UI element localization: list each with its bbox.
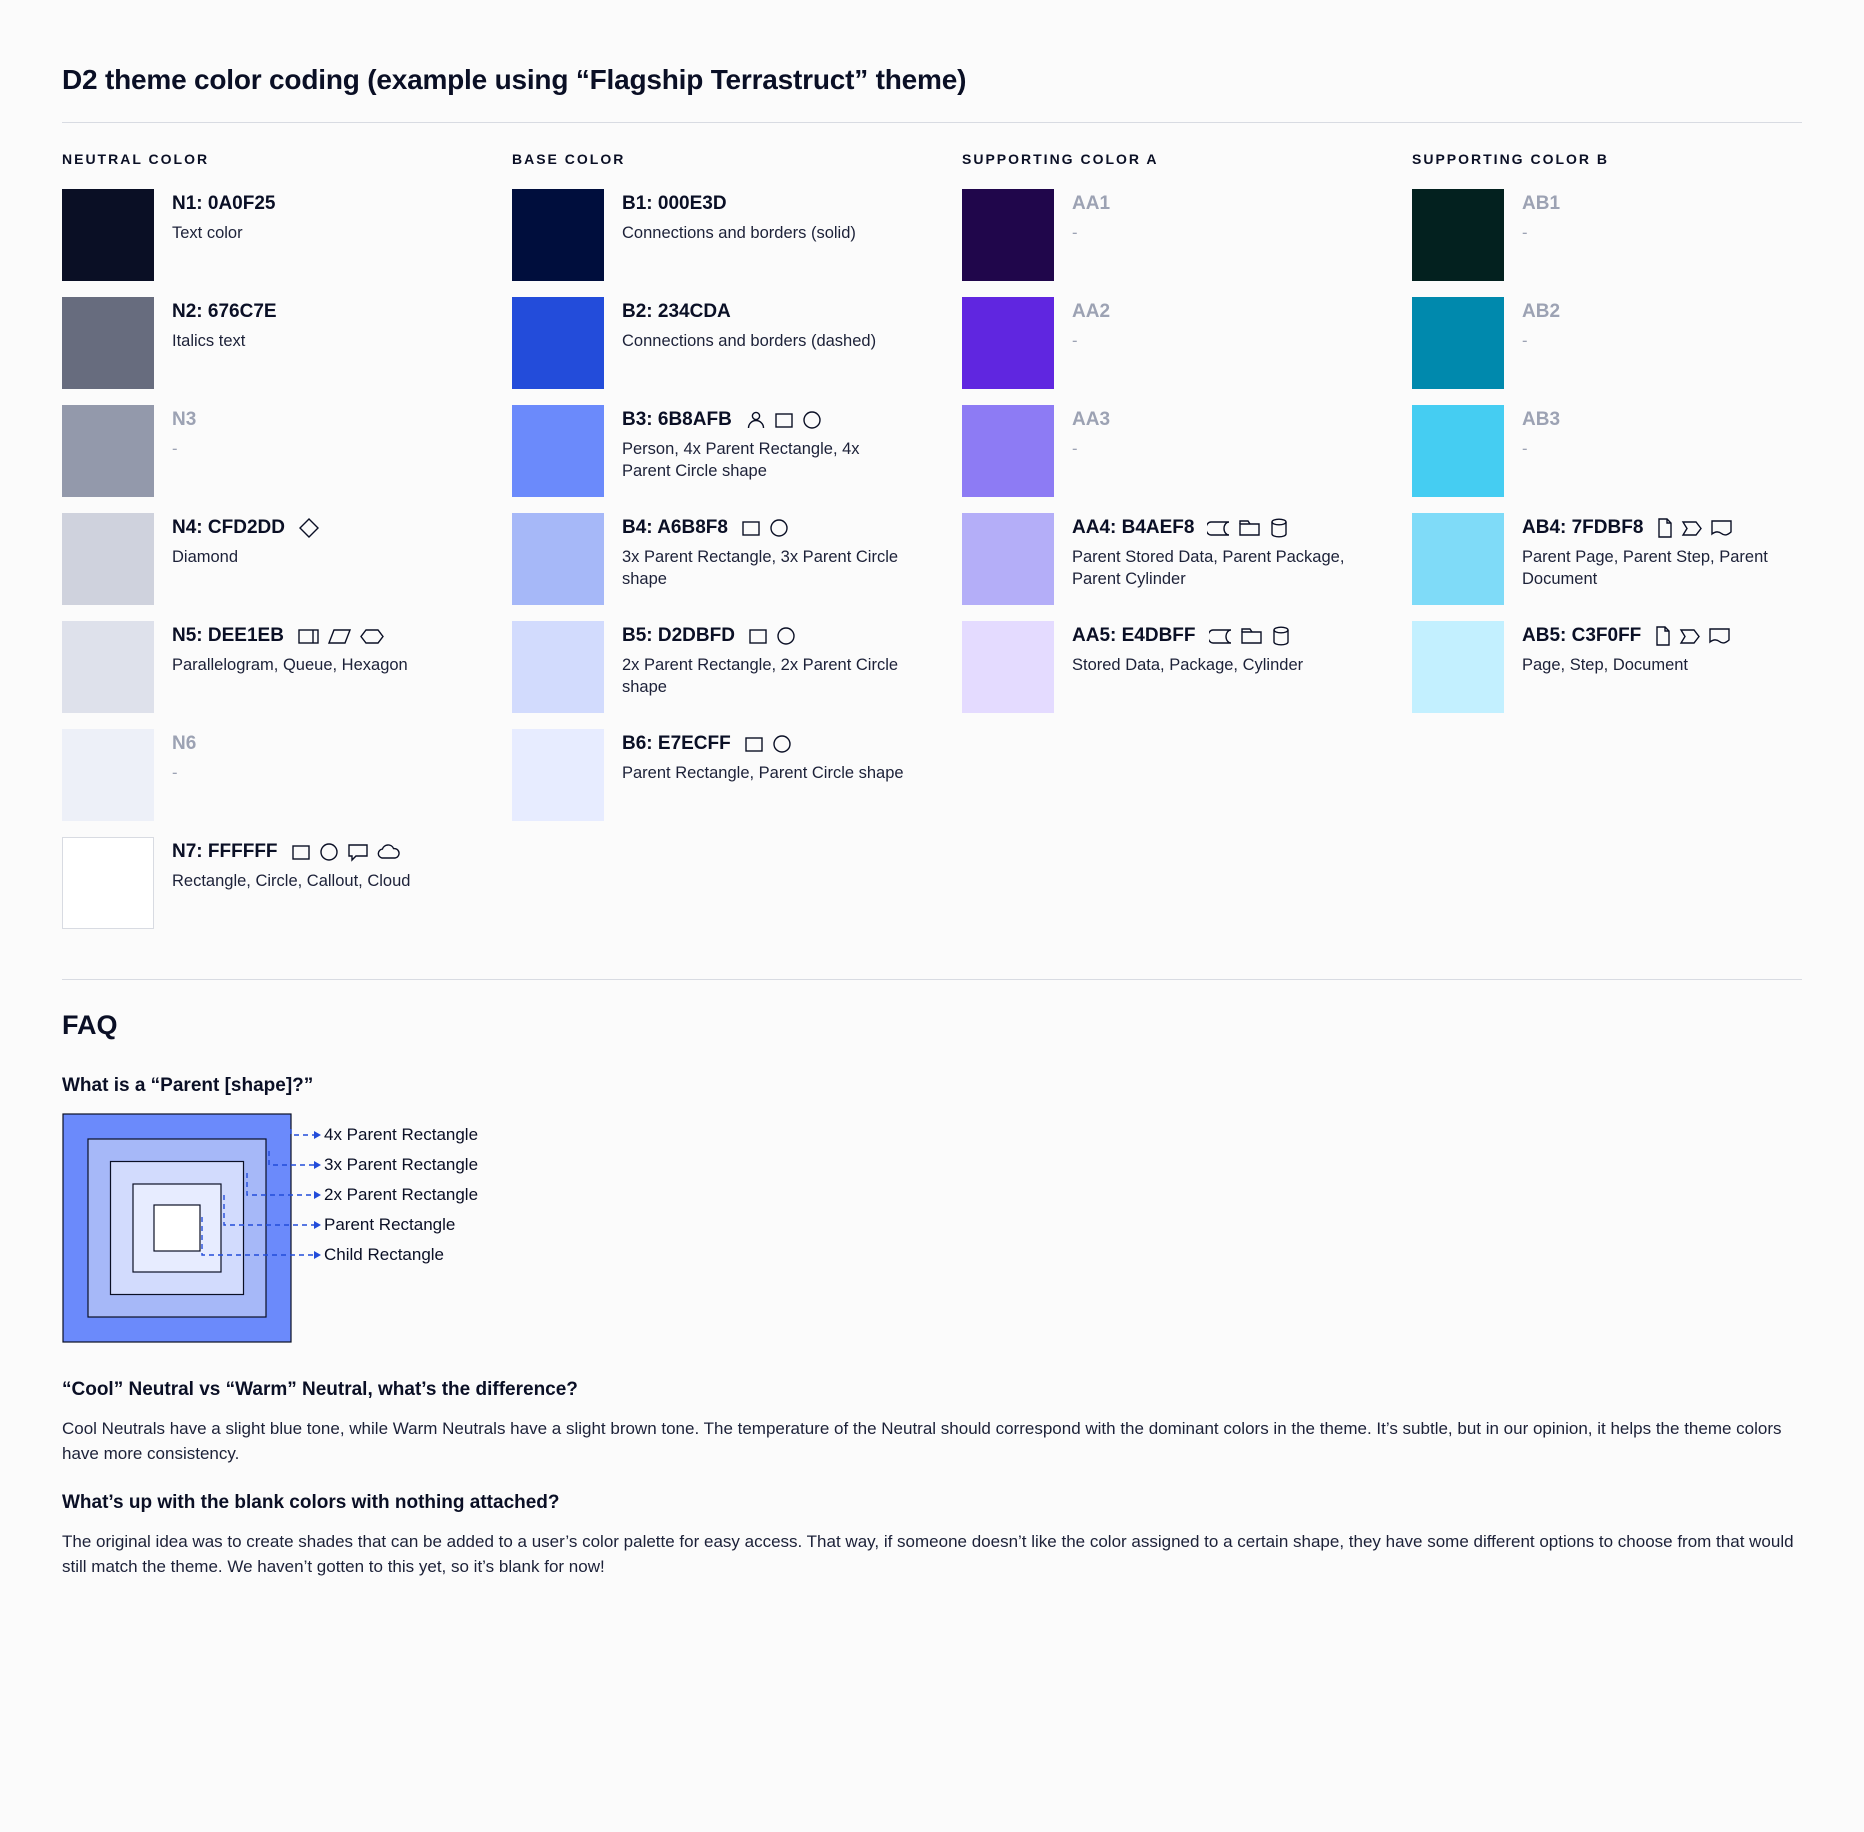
- color-swatch-description: Parallelogram, Queue, Hexagon: [172, 655, 408, 674]
- faq-question-1: What is a “Parent [shape]?”: [62, 1075, 314, 1096]
- color-swatch-text: [1054, 189, 1110, 245]
- color-swatch-description: Page, Step, Document: [1522, 655, 1689, 674]
- color-swatch: [962, 621, 1054, 713]
- title-divider: [62, 122, 1802, 123]
- color-swatch-text: [1054, 621, 1303, 677]
- circle-icon: [801, 409, 823, 431]
- color-swatch-label: N4: CFD2DD: [172, 517, 285, 538]
- color-swatch: [1412, 297, 1504, 389]
- color-column-heading: BASE COLOR: [512, 151, 626, 167]
- color-swatch-label: B4: A6B8F8: [622, 517, 728, 538]
- color-swatch-label: AB2: [1522, 301, 1561, 322]
- package-icon: [1240, 626, 1264, 646]
- color-swatch-name: [172, 517, 320, 540]
- color-swatch-name: [622, 301, 876, 324]
- color-swatch-label: N1: 0A0F25: [172, 193, 276, 214]
- color-swatch-description: Rectangle, Circle, Callout, Cloud: [172, 871, 411, 890]
- color-swatch-description: -: [1522, 439, 1528, 458]
- person-icon: [745, 409, 767, 431]
- rectangle-icon: [744, 734, 764, 754]
- color-swatch-name: [1522, 301, 1560, 324]
- color-swatch-name: [1522, 193, 1560, 216]
- color-swatch-description: Connections and borders (dashed): [622, 331, 877, 350]
- color-swatch-name: [172, 301, 277, 324]
- circle-icon: [771, 733, 793, 755]
- color-swatch-row: [512, 513, 962, 605]
- color-swatch-row: [1412, 297, 1842, 389]
- color-swatch-description: -: [1072, 439, 1078, 458]
- color-swatch-row: [962, 297, 1412, 389]
- rectangle-icon: [291, 842, 311, 862]
- color-swatch-row: [1412, 189, 1842, 281]
- color-swatch-row: [62, 405, 512, 497]
- color-swatch: [512, 513, 604, 605]
- color-swatch-description: 2x Parent Rectangle, 2x Parent Circle shape: [622, 655, 899, 696]
- color-swatch-description: Stored Data, Package, Cylinder: [1072, 655, 1304, 674]
- color-swatch: [62, 513, 154, 605]
- color-swatch-description: -: [172, 439, 178, 458]
- color-swatch: [512, 189, 604, 281]
- color-swatch-description: Parent Stored Data, Parent Package, Parent Cylinder: [1072, 547, 1345, 588]
- shape-icon-group: [741, 517, 790, 539]
- nesting-legend-item: Parent Rectangle: [324, 1215, 456, 1234]
- hexagon-icon: [359, 626, 385, 646]
- color-swatch-label: AB5: C3F0FF: [1522, 625, 1642, 646]
- color-swatch-name: [1522, 625, 1732, 648]
- circle-icon: [768, 517, 790, 539]
- parallelogram-icon: [328, 626, 352, 646]
- color-column: [1412, 151, 1842, 945]
- color-swatch-text: [1054, 297, 1110, 353]
- color-swatch-row: [512, 297, 962, 389]
- color-swatch-name: [172, 409, 196, 432]
- color-swatch-description: Diamond: [172, 547, 239, 566]
- shape-icon-group: [297, 626, 385, 646]
- color-swatch-row: [1412, 405, 1842, 497]
- color-swatch-text: [1504, 189, 1560, 245]
- color-swatch: [62, 729, 154, 821]
- color-swatch-label: AB3: [1522, 409, 1561, 430]
- color-swatch-name: [622, 193, 856, 216]
- color-swatch-row: [62, 837, 512, 929]
- color-swatch: [62, 837, 154, 929]
- step-icon: [1681, 518, 1703, 538]
- document-icon: [1708, 626, 1732, 646]
- color-swatch-name: [1072, 301, 1110, 324]
- circle-icon: [318, 841, 340, 863]
- parent-shape-diagram: [62, 1113, 1802, 1345]
- color-swatch-description: -: [1522, 331, 1528, 350]
- shape-icon-group: [1209, 625, 1291, 647]
- color-swatch-name: [1072, 193, 1110, 216]
- nesting-legend-item: 2x Parent Rectangle: [324, 1185, 479, 1204]
- package-icon: [1238, 518, 1262, 538]
- faq-heading: FAQ: [62, 1010, 118, 1040]
- color-swatch-label: AA5: E4DBFF: [1072, 625, 1196, 646]
- rectangle-icon: [741, 518, 761, 538]
- color-swatch: [962, 189, 1054, 281]
- color-swatch-name: [1522, 409, 1560, 432]
- color-swatch-text: [154, 621, 408, 677]
- color-swatch-label: AB1: [1522, 193, 1561, 214]
- color-swatch-text: [1054, 405, 1110, 461]
- color-swatch-row: [1412, 513, 1842, 605]
- color-swatch: [512, 405, 604, 497]
- color-swatch-name: [172, 733, 196, 756]
- color-columns: [62, 151, 1802, 945]
- nesting-legend-item: 4x Parent Rectangle: [324, 1125, 479, 1144]
- color-swatch-text: [604, 405, 912, 483]
- color-swatch-name: [622, 625, 912, 648]
- color-swatch-name: [1072, 625, 1303, 648]
- color-swatch-text: [604, 297, 876, 353]
- page-title: D2 theme color coding (example using “Flagship Terrastruct” theme): [62, 64, 967, 95]
- color-swatch-description: Italics text: [172, 331, 246, 350]
- stored-data-icon: [1209, 626, 1233, 646]
- faq-answer-3: The original idea was to create shades that can be added to a user’s color palette for easy access. That way, if someone doesn’t like the color assigned to a certain shape, they have some different options to choose from that would still match the theme. We haven’t gotten to this yet, so it’s blank for now!: [62, 1532, 1794, 1576]
- color-swatch-label: AA2: [1072, 301, 1111, 322]
- color-swatch: [512, 729, 604, 821]
- color-swatch-name: [1522, 517, 1812, 540]
- color-swatch-label: AA3: [1072, 409, 1111, 430]
- color-swatch-row: [512, 189, 962, 281]
- step-icon: [1679, 626, 1701, 646]
- color-swatch-row: [62, 189, 512, 281]
- color-swatch-text: [604, 621, 912, 699]
- color-swatch-name: [1072, 409, 1110, 432]
- page-icon: [1656, 517, 1674, 539]
- nesting-legend-item: 3x Parent Rectangle: [324, 1155, 479, 1174]
- color-swatch-name: [622, 517, 912, 540]
- cylinder-icon: [1271, 625, 1291, 647]
- nesting-legend-item: Child Rectangle: [324, 1245, 445, 1264]
- color-swatch-row: [512, 405, 962, 497]
- cylinder-icon: [1269, 517, 1289, 539]
- shape-icon-group: [1207, 517, 1289, 539]
- color-swatch-text: [1054, 513, 1362, 591]
- color-swatch-label: N5: DEE1EB: [172, 625, 284, 646]
- color-swatch-row: [62, 729, 512, 821]
- color-swatch-label: B5: D2DBFD: [622, 625, 735, 646]
- circle-icon: [775, 625, 797, 647]
- color-swatch-name: [172, 841, 410, 864]
- color-swatch-text: [154, 405, 196, 461]
- color-swatch: [1412, 621, 1504, 713]
- queue-icon: [297, 626, 321, 646]
- faq-question-3: What’s up with the blank colors with nothing attached?: [62, 1492, 560, 1514]
- color-swatch-description: Connections and borders (solid): [622, 223, 856, 242]
- color-swatch-description: Text color: [172, 223, 243, 242]
- shape-icon-group: [748, 625, 797, 647]
- color-swatch-row: [962, 513, 1412, 605]
- color-swatch: [1412, 405, 1504, 497]
- color-column: [62, 151, 512, 945]
- color-swatch-label: N3: [172, 409, 197, 430]
- color-swatch-row: [1412, 621, 1842, 713]
- color-swatch-name: [622, 733, 904, 756]
- color-swatch-label: B1: 000E3D: [622, 193, 727, 214]
- cloud-icon: [376, 842, 402, 862]
- shape-icon-group: [744, 733, 793, 755]
- color-swatch-description: -: [172, 763, 178, 782]
- color-swatch-row: [962, 405, 1412, 497]
- color-swatch: [962, 405, 1054, 497]
- color-swatch: [962, 297, 1054, 389]
- color-swatch-label: B3: 6B8AFB: [622, 409, 732, 430]
- color-swatch: [62, 297, 154, 389]
- color-swatch-text: [154, 729, 196, 785]
- color-column: [512, 151, 962, 945]
- color-swatch-name: [172, 193, 276, 216]
- color-swatch-description: -: [1072, 331, 1078, 350]
- color-swatch: [62, 621, 154, 713]
- color-swatch: [62, 405, 154, 497]
- color-swatch-description: Parent Rectangle, Parent Circle shape: [622, 763, 904, 782]
- shape-icon-group: [291, 841, 402, 863]
- color-swatch-text: [154, 513, 320, 569]
- color-swatch-text: [1504, 621, 1732, 677]
- color-swatch-row: [62, 513, 512, 605]
- page-icon: [1654, 625, 1672, 647]
- rectangle-icon: [748, 626, 768, 646]
- color-swatch-label: AA4: B4AEF8: [1072, 517, 1195, 538]
- color-swatch-name: [172, 625, 408, 648]
- document-icon: [1710, 518, 1734, 538]
- color-swatch-text: [154, 297, 277, 353]
- color-swatch-text: [604, 729, 904, 785]
- color-swatch-text: [604, 189, 856, 245]
- color-swatch: [512, 621, 604, 713]
- shape-icon-group: [1654, 625, 1732, 647]
- color-swatch-row: [512, 729, 962, 821]
- color-swatch-text: [1504, 513, 1812, 591]
- color-swatch-description: Person, 4x Parent Rectangle, 4x Parent Circle shape: [622, 439, 860, 480]
- color-swatch-description: Parent Page, Parent Step, Parent Document: [1522, 547, 1768, 588]
- color-swatch-row: [62, 621, 512, 713]
- color-swatch-text: [154, 837, 410, 893]
- color-swatch-label: N2: 676C7E: [172, 301, 277, 322]
- color-swatch-row: [962, 621, 1412, 713]
- color-swatch-text: [1504, 405, 1560, 461]
- faq-question-2: “Cool” Neutral vs “Warm” Neutral, what’s the difference?: [62, 1379, 578, 1400]
- color-swatch-label: B6: E7ECFF: [622, 733, 731, 754]
- color-swatch: [1412, 513, 1504, 605]
- color-column-heading: SUPPORTING COLOR B: [1412, 151, 1610, 167]
- color-swatch-label: AA1: [1072, 193, 1111, 214]
- faq-divider: [62, 979, 1802, 980]
- color-swatch-text: [604, 513, 912, 591]
- rectangle-icon: [774, 410, 794, 430]
- color-swatch: [962, 513, 1054, 605]
- callout-icon: [347, 842, 369, 862]
- faq-answer-2: Cool Neutrals have a slight blue tone, while Warm Neutrals have a slight brown tone. The temperature of the Neutral should correspond with the dominant colors in the theme. It’s subtle, but in our opinion, it helps the theme colors have more consistency.: [62, 1419, 1782, 1463]
- color-swatch-label: N7: FFFFFF: [172, 841, 278, 862]
- color-swatch-description: -: [1522, 223, 1528, 242]
- stored-data-icon: [1207, 518, 1231, 538]
- shape-icon-group: [1656, 517, 1734, 539]
- color-swatch-label: AB4: 7FDBF8: [1522, 517, 1644, 538]
- color-swatch-row: [962, 189, 1412, 281]
- color-swatch-name: [622, 409, 912, 432]
- color-swatch-text: [1504, 297, 1560, 353]
- color-swatch: [512, 297, 604, 389]
- shape-icon-group: [745, 409, 823, 431]
- shape-icon-group: [298, 517, 320, 539]
- color-swatch-text: [154, 189, 276, 245]
- color-swatch-description: -: [1072, 223, 1078, 242]
- diamond-icon: [298, 517, 320, 539]
- color-column-heading: SUPPORTING COLOR A: [962, 151, 1159, 167]
- color-swatch: [62, 189, 154, 281]
- color-swatch-label: N6: [172, 733, 197, 754]
- color-swatch: [1412, 189, 1504, 281]
- color-swatch-row: [62, 297, 512, 389]
- color-swatch-description: 3x Parent Rectangle, 3x Parent Circle shape: [622, 547, 899, 588]
- color-column: [962, 151, 1412, 945]
- color-swatch-row: [512, 621, 962, 713]
- color-swatch-label: B2: 234CDA: [622, 301, 731, 322]
- color-swatch-name: [1072, 517, 1362, 540]
- color-column-heading: NEUTRAL COLOR: [62, 151, 210, 167]
